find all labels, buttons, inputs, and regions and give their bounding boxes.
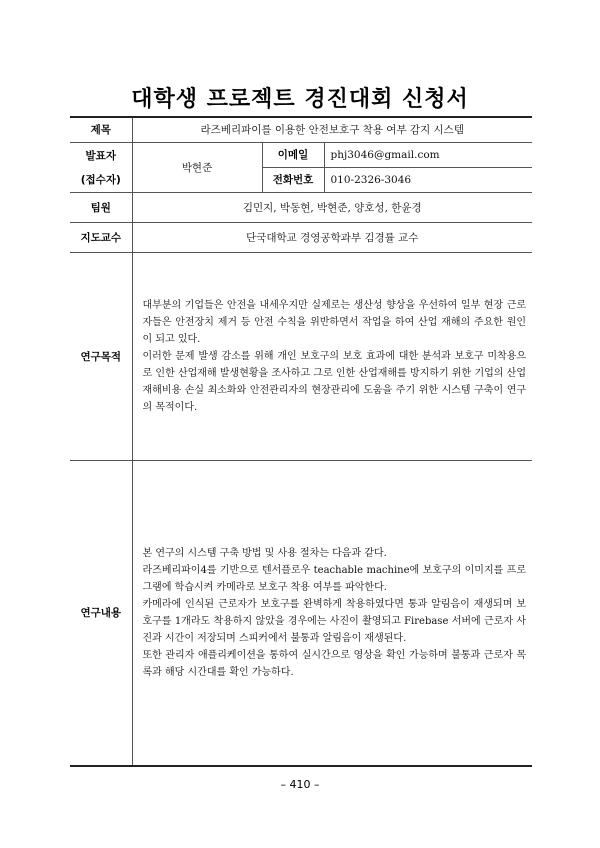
presenter-label-cell xyxy=(70,142,132,192)
title-value: 라즈베리파이를 이용한 안전보호구 착용 여부 감지 시스템 xyxy=(132,117,532,142)
purpose-label: 연구목적 xyxy=(70,252,132,460)
team-value: 김민지, 박동현, 박현준, 양호성, 한윤경 xyxy=(132,192,532,222)
content-label: 연구내용 xyxy=(70,460,132,766)
presenter-name: 박현준 xyxy=(132,142,262,192)
presenter-label: 발표자 xyxy=(85,149,116,162)
content-body xyxy=(132,460,532,766)
phone-value: 010-2326-3046 xyxy=(324,167,532,192)
team-row xyxy=(70,192,532,222)
email-label: 이메일 xyxy=(262,142,324,167)
advisor-row xyxy=(70,222,532,252)
advisor-label: 지도교수 xyxy=(70,222,132,252)
advisor-value: 단국대학교 경영공학과부 김경률 교수 xyxy=(132,222,532,252)
team-label: 팀원 xyxy=(70,192,132,222)
email-value: phj3046@gmail.com xyxy=(324,142,532,167)
content-row xyxy=(70,460,532,766)
presenter-sublabel: (접수자) xyxy=(80,173,121,186)
title-row xyxy=(70,117,532,142)
page-number: – 410 – xyxy=(280,778,320,791)
phone-label: 전화번호 xyxy=(262,167,324,192)
content-paragraph: 카메라에 인식된 근로자가 보호구를 완벽하게 착용하였다면 통과 알림음이 재생되며 보호구를 1개라도 착용하지 않았을 경우에는 사진이 촬영되고 Firebase 서버에 근로자 사진과 시간이 저장되며 스피커에서 불통과 알림음이 재생된다. xyxy=(142,598,527,644)
page-title: 대학생 프로젝트 경진대회 신청서 xyxy=(131,87,469,112)
title-label: 제목 xyxy=(70,117,132,142)
presenter-row-email xyxy=(70,142,532,167)
purpose-paragraph: 이러한 문제 발생 감소를 위해 개인 보호구의 보호 효과에 대한 분석과 보호구 미착용으로 인한 산업재해 발생현황을 조사하고 그로 인한 산업재해를 방지하기 위한 기업의 산업재해비용 손실 최소화와 안전관리자의 현장관리에 도움을 주기 위한 시스템 구축이 연구의 목적이다. xyxy=(142,350,527,413)
purpose-body xyxy=(132,252,532,460)
content-paragraph: 라즈베리파이4를 기반으로 텐서플로우 teachable machine에 보호구의 이미지를 프로그램에 학습시켜 카메라로 보호구 착용 여부를 파악한다. xyxy=(142,564,527,593)
content-paragraph: 본 연구의 시스템 구축 방법 및 사용 절차는 다음과 같다. xyxy=(142,547,387,559)
content-paragraph: 또한 관리자 애플리케이션을 통하여 실시간으로 영상을 확인 가능하며 불통과 근로자 목록과 해당 시간대를 확인 가능하다. xyxy=(142,649,527,678)
purpose-paragraph: 대부분의 기업들은 안전을 내세우지만 실제로는 생산성 향상을 우선하여 일부 현장 근로자들은 안전장치 제거 등 안전 수칙을 위반하면서 작업을 하여 산업 재해의 주요한 원인이 되고 있다. xyxy=(142,299,527,345)
purpose-row xyxy=(70,252,532,460)
application-form-table xyxy=(70,116,532,767)
